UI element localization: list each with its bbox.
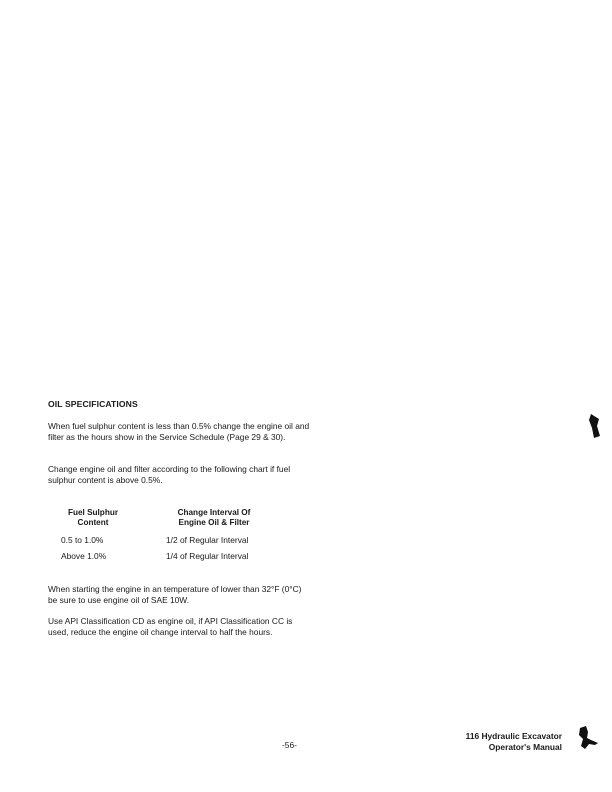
table-header-line: Engine Oil & Filter	[178, 518, 250, 528]
table-header-line: Change Interval Of	[177, 508, 251, 517]
section-title: OIL SPECIFICATIONS	[48, 399, 138, 409]
binding-mark-icon	[588, 414, 602, 438]
page-number: -56-	[282, 740, 297, 750]
table-header-fuel-sulphur	[57, 508, 129, 528]
footer-title	[466, 731, 562, 752]
paragraph-sulphur-high: Change engine oil and filter according to the following chart if fuel sulphur content is above 0.5%.	[48, 464, 291, 486]
footer-line: 116 Hydraulic Excavator	[465, 731, 562, 741]
table-cell-interval: 1/4 of Regular Interval	[166, 551, 249, 561]
paragraph-cold-start: When starting the engine in an temperature of lower than 32°F (0°C) be sure to use engine oil of SAE 10W.	[48, 584, 302, 606]
paragraph-sulphur-low: When fuel sulphur content is less than 0.5% change the engine oil and filter as the hours show in the Service Schedule (Page 29 & 30).	[48, 421, 310, 443]
table-cell-content: 0.5 to 1.0%	[61, 535, 104, 545]
table-header-line: Content	[77, 518, 109, 528]
footer-line: Operator's Manual	[488, 741, 562, 752]
paragraph-api-classification: Use API Classification CD as engine oil, if API Classification CC is used, reduce the engine oil change interval to half the hours.	[48, 616, 293, 638]
binding-mark-icon	[578, 726, 600, 750]
table-header-change-interval	[160, 508, 268, 528]
table-cell-interval: 1/2 of Regular Interval	[166, 535, 249, 545]
table-cell-content: Above 1.0%	[61, 551, 107, 561]
table-header-line: Fuel Sulphur	[67, 508, 119, 517]
